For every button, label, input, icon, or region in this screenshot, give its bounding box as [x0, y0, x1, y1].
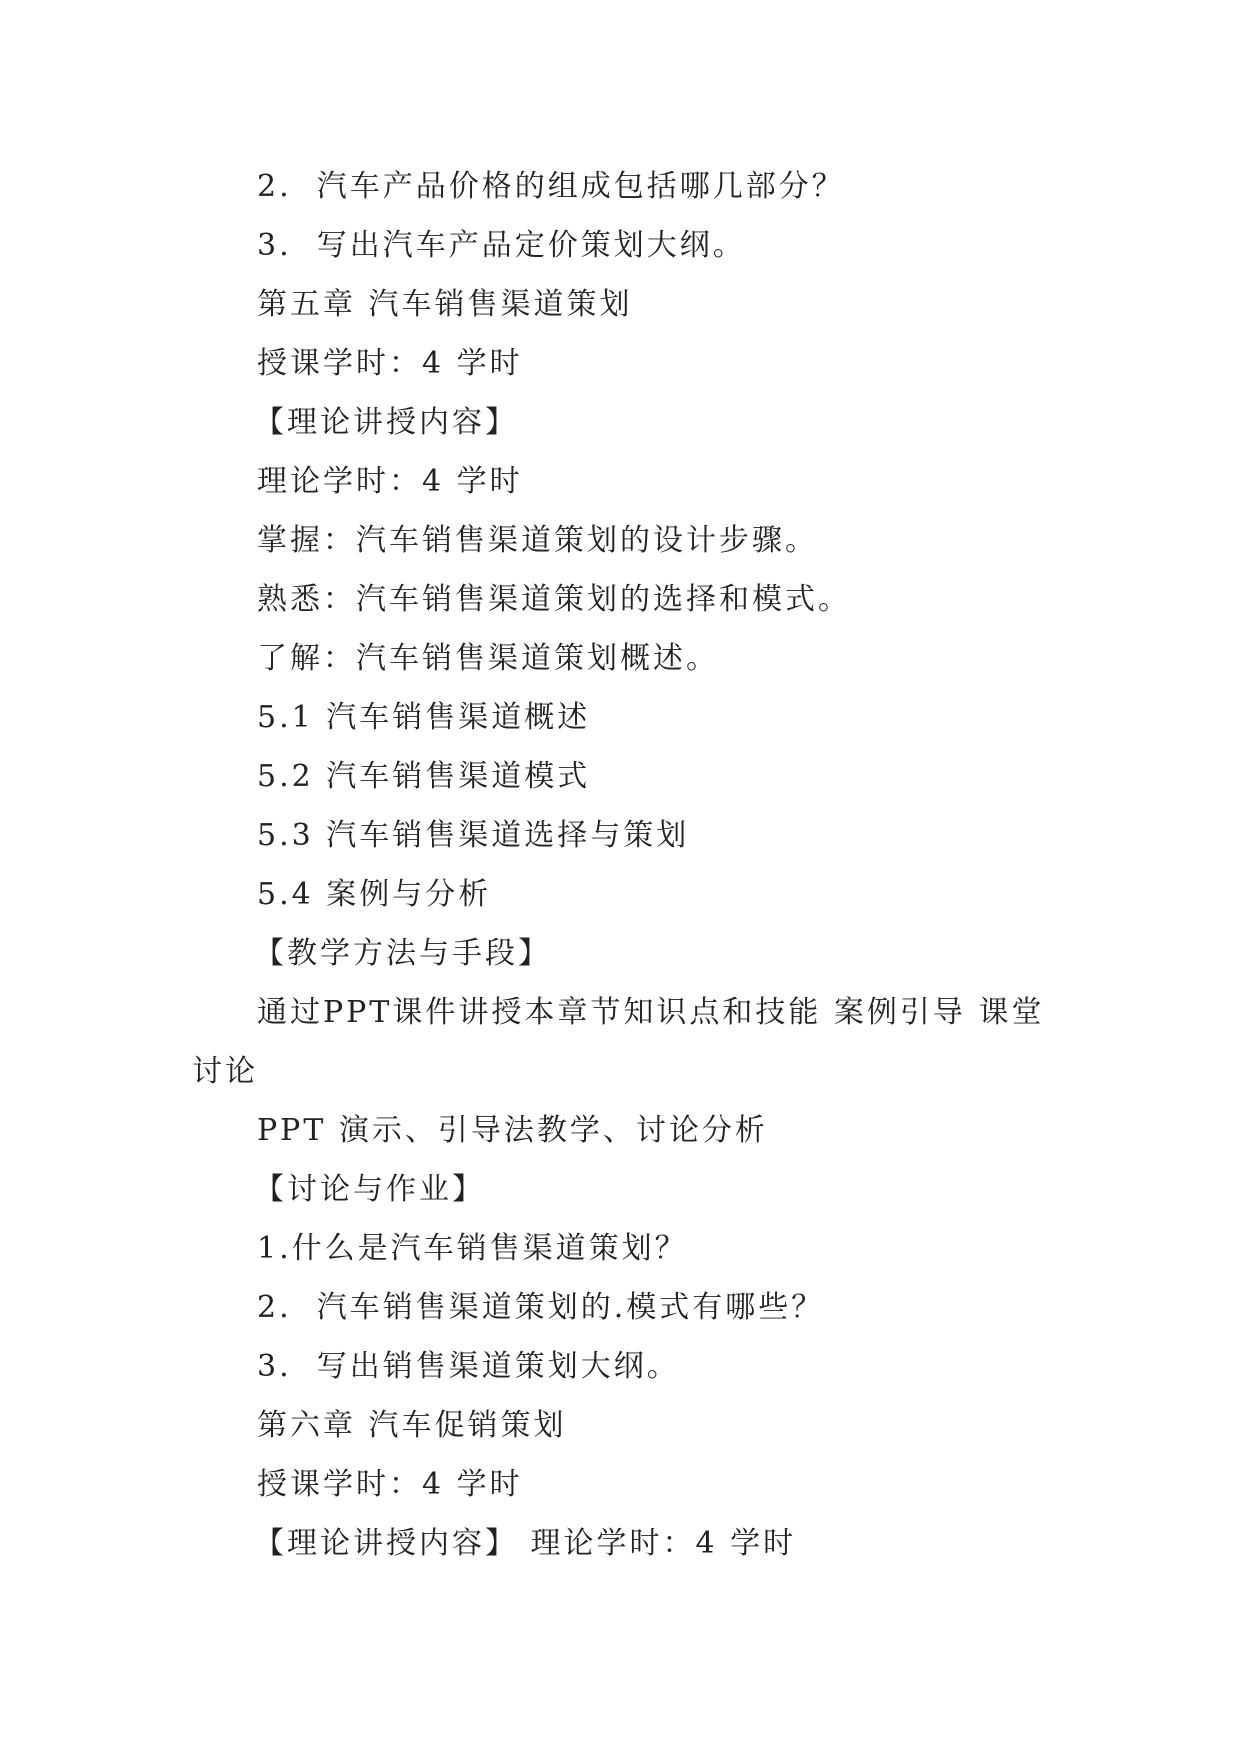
chapter5-homework-3: 3. 写出销售渠道策划大纲。: [257, 1349, 680, 1384]
chapter5-objective-master: 掌握：汽车销售渠道策划的设计步骤。: [257, 523, 818, 558]
chapter5-section-5-1: 5.1 汽车销售渠道概述: [257, 700, 591, 735]
chapter5-methods-paragraph-line2: 讨论: [192, 1054, 258, 1089]
chapter5-homework-heading: 【讨论与作业】: [254, 1172, 485, 1207]
chapter5-objective-familiar: 熟悉：汽车销售渠道策划的选择和模式。: [257, 582, 851, 617]
page-content: [192, 157, 1092, 1573]
prev-question-2: 2. 汽车产品价格的组成包括哪几部分？: [257, 169, 845, 204]
chapter5-objective-understand: 了解：汽车销售渠道策划概述。: [257, 641, 719, 676]
prev-question-3: 3. 写出汽车产品定价策划大纲。: [257, 228, 746, 263]
chapter5-section-5-4: 5.4 案例与分析: [257, 877, 492, 912]
chapter5-theory-heading: 【理论讲授内容】: [254, 405, 518, 440]
chapter5-methods-heading: 【教学方法与手段】: [254, 936, 551, 971]
chapter6-title: 第六章 汽车促销策划: [257, 1408, 567, 1443]
chapter5-teaching-hours: 授课学时：4 学时: [257, 346, 523, 381]
chapter5-section-5-3: 5.3 汽车销售渠道选择与策划: [257, 818, 690, 853]
chapter5-homework-2: 2. 汽车销售渠道策划的.模式有哪些？: [257, 1290, 825, 1325]
chapter5-theory-hours: 理论学时：4 学时: [257, 464, 523, 499]
chapter6-teaching-hours: 授课学时：4 学时: [257, 1467, 523, 1502]
chapter5-section-5-2: 5.2 汽车销售渠道模式: [257, 759, 591, 794]
chapter5-homework-1: 1.什么是汽车销售渠道策划？: [257, 1231, 688, 1266]
chapter5-title: 第五章 汽车销售渠道策划: [257, 287, 633, 322]
chapter5-methods-paragraph-line1: 通过PPT课件讲授本章节知识点和技能 案例引导 课堂: [257, 995, 1045, 1030]
chapter6-theory-line: 【理论讲授内容】 理论学时：4 学时: [254, 1526, 797, 1561]
chapter5-methods-summary: PPT 演示、引导法教学、讨论分析: [257, 1113, 768, 1148]
